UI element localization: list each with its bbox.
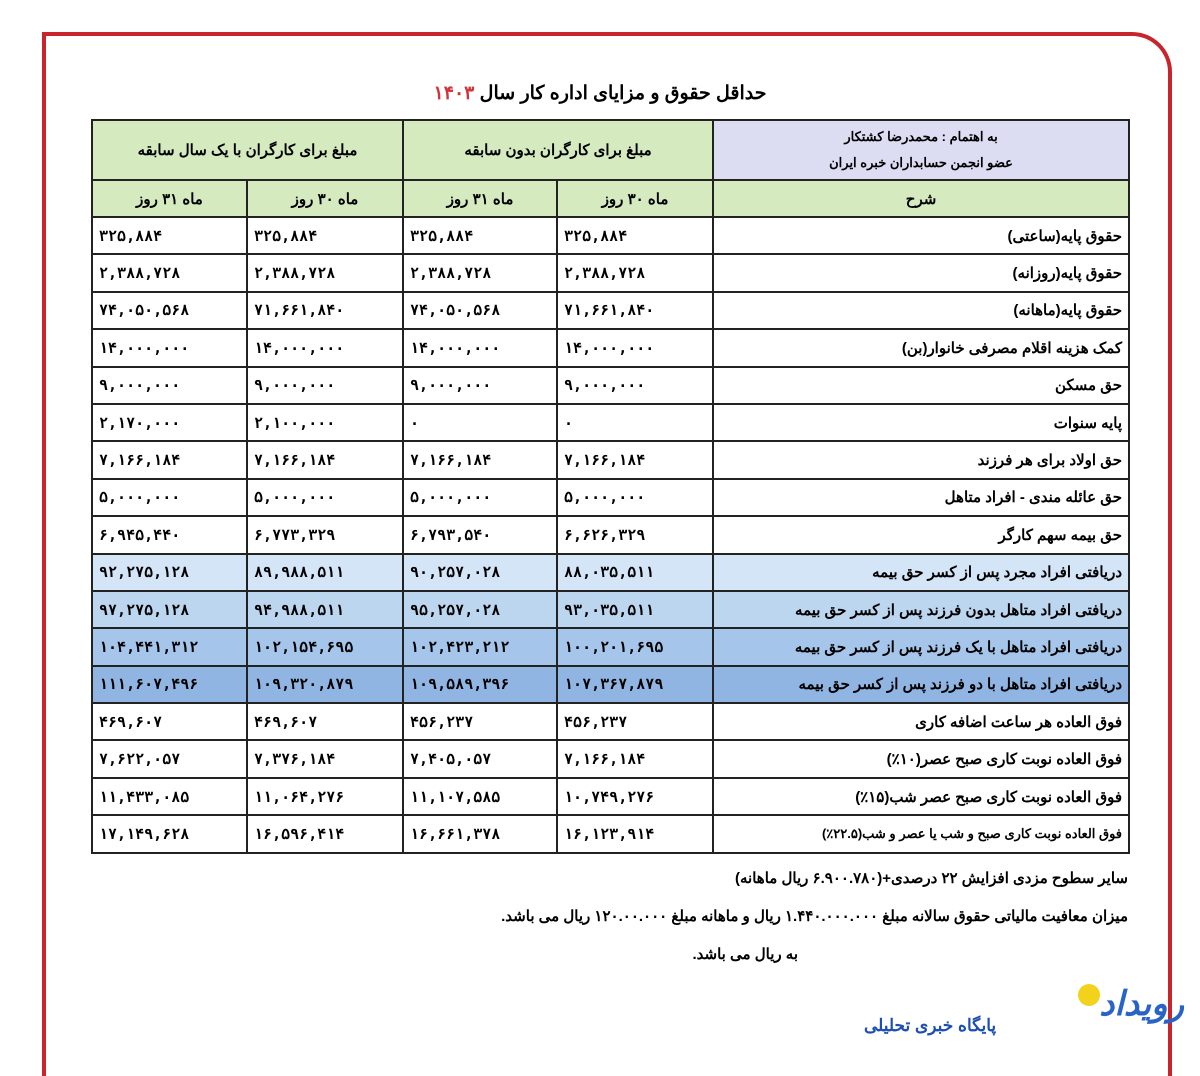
- row-label: حقوق پایه(ساعتی): [713, 217, 1129, 254]
- row-value: ۵,۰۰۰,۰۰۰: [557, 479, 713, 516]
- row-value: ۷۴,۰۵۰,۵۶۸: [403, 292, 557, 329]
- table-row: [92, 254, 1129, 291]
- row-value: ۱۴,۰۰۰,۰۰۰: [247, 329, 403, 366]
- m31-header: ماه ۳۱ روز: [403, 180, 557, 217]
- row-value: ۷,۱۶۶,۱۸۴: [557, 441, 713, 478]
- table-row: [92, 292, 1129, 329]
- note: میزان معافیت مالیاتی حقوق سالانه مبلغ ۱.۴۴۰.۰۰۰.۰۰۰ ریال و ماهانه مبلغ ۱۲۰.۰۰.۰۰۰ ریال می باشد.: [501, 907, 1128, 925]
- logo-name: رویداد: [1099, 985, 1184, 1023]
- row-value: ۰: [403, 404, 557, 441]
- row-value: ۱۰۹,۳۲۰,۸۷۹: [247, 666, 403, 703]
- logo-dot-icon: [1078, 984, 1100, 1006]
- page-title: حداقل حقوق و مزایای اداره کار سال ۱۴۰۳: [433, 83, 767, 104]
- row-value: ۸۸,۰۳۵,۵۱۱: [557, 554, 713, 591]
- row-value: ۳۲۵,۸۸۴: [92, 217, 247, 254]
- table-row: [92, 591, 1129, 628]
- row-label: دریافتی افراد متاهل با دو فرزند پس از کسر حق بیمه: [713, 666, 1129, 703]
- row-value: ۱۱,۱۰۷,۵۸۵: [403, 778, 557, 815]
- row-value: ۹۴,۹۸۸,۵۱۱: [247, 591, 403, 628]
- author-cell: به اهتمام : محمدرضا کشتکار عضو انجمن حسابداران خبره ایران: [713, 120, 1129, 180]
- row-value: ۳۲۵,۸۸۴: [403, 217, 557, 254]
- row-label: حق مسکن: [713, 367, 1129, 404]
- row-value: ۱۴,۰۰۰,۰۰۰: [92, 329, 247, 366]
- table-row: [92, 329, 1129, 366]
- wage-table: [91, 119, 1130, 854]
- table-row: [92, 516, 1129, 553]
- row-value: ۱۴,۰۰۰,۰۰۰: [557, 329, 713, 366]
- row-value: ۲,۳۸۸,۷۲۸: [247, 254, 403, 291]
- row-value: ۱۰۷,۳۶۷,۸۷۹: [557, 666, 713, 703]
- row-value: ۹۳,۰۳۵,۵۱۱: [557, 591, 713, 628]
- row-value: ۱۰۲,۴۲۳,۲۱۲: [403, 628, 557, 665]
- row-value: ۱۰۲,۱۵۴,۶۹۵: [247, 628, 403, 665]
- group-no-experience: مبلغ برای کارگران بدون سابقه: [403, 120, 713, 180]
- row-value: ۷,۳۷۶,۱۸۴: [247, 740, 403, 777]
- row-value: ۳۲۵,۸۸۴: [557, 217, 713, 254]
- row-value: ۱۰۰,۲۰۱,۶۹۵: [557, 628, 713, 665]
- row-value: ۱۱,۴۳۳,۰۸۵: [92, 778, 247, 815]
- row-value: ۷۱,۶۶۱,۸۴۰: [247, 292, 403, 329]
- table-row: [92, 815, 1129, 852]
- table-row: [92, 666, 1129, 703]
- row-value: ۱۶,۱۲۳,۹۱۴: [557, 815, 713, 852]
- row-value: ۱۷,۱۴۹,۶۲۸: [92, 815, 247, 852]
- row-label: پایه سنوات: [713, 404, 1129, 441]
- row-value: ۶,۷۹۳,۵۴۰: [403, 516, 557, 553]
- row-value: ۴۶۹,۶۰۷: [92, 703, 247, 740]
- row-value: ۷۱,۶۶۱,۸۴۰: [557, 292, 713, 329]
- row-label: دریافتی افراد متاهل بدون فرزند پس از کسر حق بیمه: [713, 591, 1129, 628]
- logo-tagline: پایگاه خبری تحلیلی: [864, 1016, 997, 1035]
- row-value: ۷,۶۲۲,۰۵۷: [92, 740, 247, 777]
- row-value: ۱۰۴,۴۴۱,۳۱۲: [92, 628, 247, 665]
- row-value: ۱۴,۰۰۰,۰۰۰: [403, 329, 557, 366]
- row-label: حقوق پایه(روزانه): [713, 254, 1129, 291]
- row-value: ۱۶,۶۶۱,۳۷۸: [403, 815, 557, 852]
- content: [91, 119, 1128, 974]
- row-value: ۸۹,۹۸۸,۵۱۱: [247, 554, 403, 591]
- row-value: ۷۴,۰۵۰,۵۶۸: [92, 292, 247, 329]
- row-value: ۳۲۵,۸۸۴: [247, 217, 403, 254]
- row-value: ۴۵۶,۲۳۷: [557, 703, 713, 740]
- table-row: [92, 554, 1129, 591]
- row-value: ۴۶۹,۶۰۷: [247, 703, 403, 740]
- header-row: [92, 120, 1129, 180]
- row-label: دریافتی افراد متاهل با یک فرزند پس از کسر حق بیمه: [713, 628, 1129, 665]
- subheader-row: [92, 180, 1129, 217]
- row-value: ۹۵,۲۵۷,۰۲۸: [403, 591, 557, 628]
- row-value: ۵,۰۰۰,۰۰۰: [247, 479, 403, 516]
- table-row: [92, 703, 1129, 740]
- row-value: ۹,۰۰۰,۰۰۰: [92, 367, 247, 404]
- row-value: ۱۱,۰۶۴,۲۷۶: [247, 778, 403, 815]
- row-value: ۷,۱۶۶,۱۸۴: [557, 740, 713, 777]
- row-label: حق اولاد برای هر فرزند: [713, 441, 1129, 478]
- row-value: ۷,۱۶۶,۱۸۴: [247, 441, 403, 478]
- row-value: ۹,۰۰۰,۰۰۰: [247, 367, 403, 404]
- row-value: ۱۰,۷۴۹,۲۷۶: [557, 778, 713, 815]
- title-year: ۱۴۰۳: [433, 83, 475, 104]
- row-value: ۱۰۹,۵۸۹,۳۹۶: [403, 666, 557, 703]
- row-value: ۷,۴۰۵,۰۵۷: [403, 740, 557, 777]
- table-row: [92, 404, 1129, 441]
- row-value: ۹,۰۰۰,۰۰۰: [403, 367, 557, 404]
- table-row: [92, 479, 1129, 516]
- row-value: ۲,۳۸۸,۷۲۸: [403, 254, 557, 291]
- row-label: فوق العاده نوبت کاری صبح عصر شب(۱۵٪): [713, 778, 1129, 815]
- row-label: فوق العاده نوبت کاری صبح و شب یا عصر و شب(۲۲.۵٪): [713, 815, 1129, 852]
- note: سایر سطوح مزدی افزایش ۲۲ درصدی+(۶.۹۰۰.۷۸۰ ریال ماهانه): [735, 869, 1128, 887]
- row-value: ۷,۱۶۶,۱۸۴: [403, 441, 557, 478]
- row-value: ۲,۱۷۰,۰۰۰: [92, 404, 247, 441]
- table-row: [92, 740, 1129, 777]
- table-row: [92, 441, 1129, 478]
- note: به ریال می باشد.: [692, 945, 798, 963]
- row-value: ۰: [557, 404, 713, 441]
- desc-header: شرح: [713, 180, 1129, 217]
- row-value: ۹,۰۰۰,۰۰۰: [557, 367, 713, 404]
- m30-header: ماه ۳۰ روز: [247, 180, 403, 217]
- row-value: ۹۲,۲۷۵,۱۲۸: [92, 554, 247, 591]
- row-value: ۶,۶۲۶,۳۲۹: [557, 516, 713, 553]
- row-label: دریافتی افراد مجرد پس از کسر حق بیمه: [713, 554, 1129, 591]
- row-label: فوق العاده نوبت کاری صبح عصر(۱۰٪): [713, 740, 1129, 777]
- row-value: ۱۱۱,۶۰۷,۴۹۶: [92, 666, 247, 703]
- table-row: [92, 367, 1129, 404]
- row-value: ۱۶,۵۹۶,۴۱۴: [247, 815, 403, 852]
- row-value: ۹۷,۲۷۵,۱۲۸: [92, 591, 247, 628]
- row-label: حقوق پایه(ماهانه): [713, 292, 1129, 329]
- row-value: ۹۰,۲۵۷,۰۲۸: [403, 554, 557, 591]
- row-value: ۶,۹۴۵,۴۴۰: [92, 516, 247, 553]
- row-value: ۵,۰۰۰,۰۰۰: [403, 479, 557, 516]
- row-value: ۲,۱۰۰,۰۰۰: [247, 404, 403, 441]
- notes: [91, 860, 1128, 974]
- m30-header: ماه ۳۰ روز: [557, 180, 713, 217]
- table-row: [92, 628, 1129, 665]
- logo: [864, 984, 1184, 1036]
- group-one-year: مبلغ برای کارگران با یک سال سابقه: [92, 120, 403, 180]
- row-label: فوق العاده هر ساعت اضافه کاری: [713, 703, 1129, 740]
- table-row: [92, 217, 1129, 254]
- row-value: ۷,۱۶۶,۱۸۴: [92, 441, 247, 478]
- row-value: ۴۵۶,۲۳۷: [403, 703, 557, 740]
- row-value: ۲,۳۸۸,۷۲۸: [92, 254, 247, 291]
- table-row: [92, 778, 1129, 815]
- row-value: ۲,۳۸۸,۷۲۸: [557, 254, 713, 291]
- row-label: حق عائله مندی - افراد متاهل: [713, 479, 1129, 516]
- m31-header: ماه ۳۱ روز: [92, 180, 247, 217]
- row-label: حق بیمه سهم کارگر: [713, 516, 1129, 553]
- row-value: ۶,۷۷۳,۳۲۹: [247, 516, 403, 553]
- row-label: کمک هزینه اقلام مصرفی خانوار(بن): [713, 329, 1129, 366]
- row-value: ۵,۰۰۰,۰۰۰: [92, 479, 247, 516]
